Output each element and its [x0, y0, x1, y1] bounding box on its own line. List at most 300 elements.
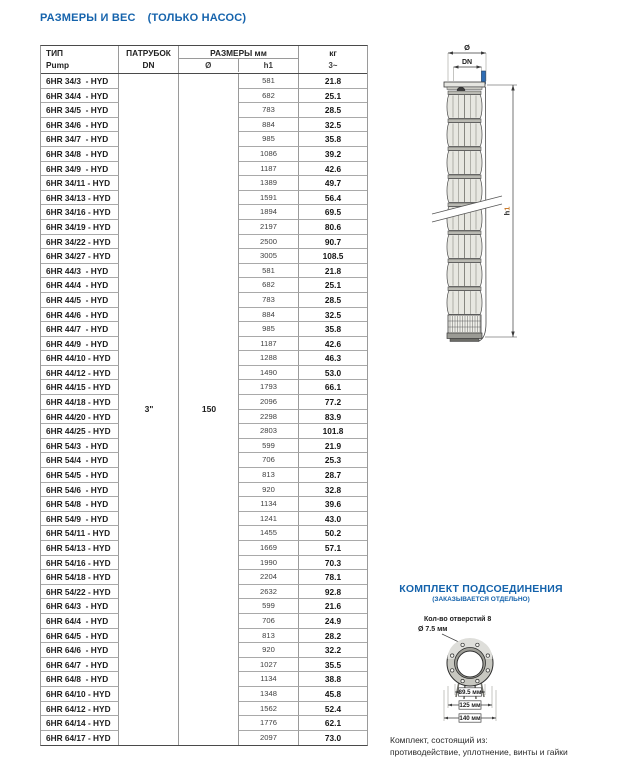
kg-value-cell: 35.8: [299, 322, 367, 337]
pump-dn-label: DN: [461, 59, 473, 66]
table-row: [41, 176, 367, 191]
table-row: [41, 439, 367, 454]
kg-value-cell: 32.2: [299, 643, 367, 658]
h1-value-cell: 599: [239, 599, 299, 614]
dn-spacer-cell: [119, 191, 179, 206]
pump-type-cell: 6HR 44/9 - HYD: [41, 337, 119, 352]
h1-value-cell: 2096: [239, 395, 299, 410]
h1-value-cell: 884: [239, 118, 299, 133]
h1-value-cell: 1086: [239, 147, 299, 162]
table-row: [41, 687, 367, 702]
h1-value-cell: 682: [239, 278, 299, 293]
pump-diameter-label: Ø: [464, 43, 470, 52]
dn-spacer-cell: [119, 147, 179, 162]
dn-spacer-cell: [119, 512, 179, 527]
header-type-ru: ТИП: [46, 48, 63, 58]
pump-type-cell: 6HR 44/10 - HYD: [41, 351, 119, 366]
h1-value-cell: 1455: [239, 526, 299, 541]
h1-value-cell: 1027: [239, 658, 299, 673]
pump-type-cell: 6HR 34/19 - HYD: [41, 220, 119, 235]
pump-type-cell: 6HR 34/16 - HYD: [41, 205, 119, 220]
diameter-spacer-cell: [179, 132, 239, 147]
kg-value-cell: 50.2: [299, 526, 367, 541]
pump-type-cell: 6HR 54/11 - HYD: [41, 526, 119, 541]
pump-dim-dn: [454, 59, 482, 81]
kg-value-cell: 69.5: [299, 205, 367, 220]
pump-type-cell: 6HR 44/5 - HYD: [41, 293, 119, 308]
header-dn-en: DN: [142, 60, 155, 70]
h1-value-cell: 581: [239, 74, 299, 89]
table-row: [41, 380, 367, 395]
diameter-spacer-cell: [179, 570, 239, 585]
pump-type-cell: 6HR 34/3 - HYD: [41, 74, 119, 89]
dn-spacer-cell: [119, 483, 179, 498]
kg-value-cell: 62.1: [299, 716, 367, 731]
table-row: [41, 162, 367, 177]
table-row: [41, 191, 367, 206]
kg-value-cell: 92.8: [299, 585, 367, 600]
h1-value-cell: 813: [239, 468, 299, 483]
h1-value-cell: 2097: [239, 731, 299, 746]
diameter-spacer-cell: [179, 89, 239, 104]
kg-value-cell: 28.5: [299, 103, 367, 118]
kg-value-cell: 80.6: [299, 220, 367, 235]
diameter-spacer-cell: [179, 162, 239, 177]
merged-dn-value: 3": [144, 404, 154, 414]
dn-spacer-cell: [119, 658, 179, 673]
kit-dim-bolt: [448, 701, 492, 709]
h1-value-cell: 1134: [239, 497, 299, 512]
dn-spacer-cell: [119, 526, 179, 541]
kg-value-cell: 49.7: [299, 176, 367, 191]
pump-type-cell: 6HR 34/9 - HYD: [41, 162, 119, 177]
table-row: [41, 351, 367, 366]
diameter-spacer-cell: [179, 512, 239, 527]
h1-value-cell: 1793: [239, 380, 299, 395]
diameter-spacer-cell: [179, 351, 239, 366]
kg-value-cell: 25.1: [299, 278, 367, 293]
diameter-spacer-cell: [179, 599, 239, 614]
dn-spacer-cell: [119, 731, 179, 746]
diameter-spacer-cell: [179, 483, 239, 498]
h1-value-cell: 581: [239, 264, 299, 279]
table-row: [41, 672, 367, 687]
table-row: [41, 235, 367, 250]
header-type-en: Pump: [46, 60, 70, 70]
diameter-spacer-cell: [179, 424, 239, 439]
dn-spacer-cell: [119, 672, 179, 687]
pump-type-cell: 6HR 44/6 - HYD: [41, 308, 119, 323]
h1-value-cell: 884: [239, 308, 299, 323]
table-row: [41, 205, 367, 220]
pump-type-cell: 6HR 44/12 - HYD: [41, 366, 119, 381]
table-row: [41, 337, 367, 352]
kg-value-cell: 32.5: [299, 118, 367, 133]
dimensions-table: [40, 45, 368, 746]
kg-value-cell: 43.0: [299, 512, 367, 527]
pump-type-cell: 6HR 64/14 - HYD: [41, 716, 119, 731]
pump-type-cell: 6HR 54/13 - HYD: [41, 541, 119, 556]
dn-spacer-cell: [119, 176, 179, 191]
pump-dim-h1: [485, 85, 517, 337]
dn-spacer-cell: [119, 103, 179, 118]
diameter-spacer-cell: [179, 264, 239, 279]
h1-value-cell: 1389: [239, 176, 299, 191]
table-row: [41, 643, 367, 658]
kit-dim-outer-label: 140 мм: [459, 715, 481, 723]
pump-type-cell: 6HR 44/7 - HYD: [41, 322, 119, 337]
diameter-spacer-cell: [179, 658, 239, 673]
pump-type-cell: 6HR 64/3 - HYD: [41, 599, 119, 614]
dn-spacer-cell: [119, 424, 179, 439]
dn-spacer-cell: [119, 541, 179, 556]
h1-value-cell: 1894: [239, 205, 299, 220]
dn-spacer-cell: [119, 497, 179, 512]
pump-base: [447, 333, 482, 342]
h1-value-cell: 2803: [239, 424, 299, 439]
diameter-spacer-cell: [179, 249, 239, 264]
kg-value-cell: 83.9: [299, 410, 367, 425]
dn-spacer-cell: [119, 293, 179, 308]
table-row: [41, 132, 367, 147]
dn-spacer-cell: [119, 351, 179, 366]
table-row: [41, 424, 367, 439]
kg-value-cell: 35.5: [299, 658, 367, 673]
table-row: [41, 599, 367, 614]
dn-spacer-cell: [119, 337, 179, 352]
diameter-spacer-cell: [179, 716, 239, 731]
h1-value-cell: 706: [239, 453, 299, 468]
table-row: [41, 453, 367, 468]
diameter-spacer-cell: [179, 278, 239, 293]
pump-type-cell: 6HR 34/27 - HYD: [41, 249, 119, 264]
dn-spacer-cell: [119, 439, 179, 454]
diameter-spacer-cell: [179, 337, 239, 352]
flange-ring: [447, 638, 493, 686]
page-title-sub: (ТОЛЬКО НАСОС): [147, 12, 247, 24]
diameter-spacer-cell: [179, 526, 239, 541]
kg-value-cell: 25.3: [299, 453, 367, 468]
dn-spacer-cell: [119, 264, 179, 279]
kg-value-cell: 73.0: [324, 732, 342, 743]
diameter-spacer-cell: [179, 147, 239, 162]
pump-type-cell: 6HR 64/17 - HYD: [41, 731, 119, 746]
pump-type-cell: 6HR 44/25 - HYD: [41, 424, 119, 439]
kg-value-cell: 66.1: [299, 380, 367, 395]
h1-value-cell: 985: [239, 322, 299, 337]
table-row: [41, 468, 367, 483]
dn-spacer-cell: [119, 322, 179, 337]
pump-type-cell: 6HR 44/20 - HYD: [41, 410, 119, 425]
diameter-spacer-cell: [179, 702, 239, 717]
table-row: [41, 702, 367, 717]
kg-value-cell: 32.8: [299, 483, 367, 498]
h1-value-cell: 1776: [239, 716, 299, 731]
h1-value-cell: 985: [239, 132, 299, 147]
diameter-spacer-cell: [179, 308, 239, 323]
kit-dim-inner-label: 89.5 мм: [458, 689, 482, 697]
h1-value-cell: 2500: [239, 235, 299, 250]
pump-type-cell: 6HR 64/12 - HYD: [41, 702, 119, 717]
pump-type-cell: 6HR 44/15 - HYD: [41, 380, 119, 395]
h1-value-cell: 2632: [239, 585, 299, 600]
kg-value-cell: 42.6: [299, 162, 367, 177]
diameter-spacer-cell: [179, 629, 239, 644]
dn-spacer-cell: [119, 220, 179, 235]
dn-spacer-cell: [119, 570, 179, 585]
kg-value-cell: 21.8: [299, 74, 367, 89]
table-row: [41, 556, 367, 571]
kit-dim-inner: [455, 688, 485, 696]
kg-value-cell: 46.3: [299, 351, 367, 366]
h1-value-cell: 783: [239, 103, 299, 118]
diameter-spacer-cell: [179, 585, 239, 600]
kg-value-cell: 21.6: [299, 599, 367, 614]
header-kg-phase: 3~: [328, 61, 338, 70]
table-row: [41, 220, 367, 235]
pump-type-cell: 6HR 34/8 - HYD: [41, 147, 119, 162]
h1-value-cell: 599: [239, 439, 299, 454]
h1-value-cell: 1990: [239, 556, 299, 571]
table-row: [41, 512, 367, 527]
header-col-kg: [299, 46, 367, 73]
kg-value-cell: 35.8: [299, 132, 367, 147]
diameter-spacer-cell: [179, 191, 239, 206]
merged-diameter-value: 150: [201, 404, 217, 414]
header-kg-ru: кг: [329, 48, 337, 58]
pump-drawing: [428, 38, 528, 348]
h1-value-cell: 706: [239, 614, 299, 629]
h1-value-cell: 1562: [239, 702, 299, 717]
diameter-spacer-cell: [179, 235, 239, 250]
dn-spacer-cell: [119, 205, 179, 220]
kg-value-cell: 56.4: [299, 191, 367, 206]
h1-value-cell: 1187: [239, 337, 299, 352]
kg-value-cell: 101.8: [299, 424, 367, 439]
dn-spacer-cell: [119, 453, 179, 468]
pump-type-cell: 6HR 54/16 - HYD: [41, 556, 119, 571]
table-row: [41, 614, 367, 629]
kit-note-line2: противодействие, уплотнение, винты и гайки: [390, 746, 568, 757]
dn-spacer-cell: [119, 629, 179, 644]
dn-spacer-cell: [119, 716, 179, 731]
diameter-spacer-cell: [179, 556, 239, 571]
pump-type-cell: 6HR 54/6 - HYD: [41, 483, 119, 498]
table-row: [41, 731, 367, 746]
diameter-spacer-cell: [179, 497, 239, 512]
diameter-spacer-cell: [179, 614, 239, 629]
diameter-spacer-cell: [179, 643, 239, 658]
page-title-main: РАЗМЕРЫ И ВЕС: [40, 12, 136, 24]
kit-note-line1: Комплект, состоящий из:: [390, 735, 488, 745]
kg-value-cell: 42.6: [299, 337, 367, 352]
h1-value-cell: 1134: [239, 672, 299, 687]
diameter-spacer-cell: [179, 541, 239, 556]
dn-spacer-cell: [119, 585, 179, 600]
h1-value-cell: 1490: [239, 366, 299, 381]
pump-type-cell: 6HR 44/3 - HYD: [41, 264, 119, 279]
kit-title: КОМПЛЕКТ ПОДСОЕДИНЕНИЯ: [399, 583, 563, 595]
table-row: [41, 293, 367, 308]
pump-type-cell: 6HR 64/4 - HYD: [41, 614, 119, 629]
pump-type-cell: 6HR 34/22 - HYD: [41, 235, 119, 250]
kit-subtitle: (ЗАКАЗЫВАЕТСЯ ОТДЕЛЬНО): [432, 596, 530, 603]
kg-value-cell: 77.2: [299, 395, 367, 410]
table-row: [41, 103, 367, 118]
h1-value-cell: 920: [239, 643, 299, 658]
dn-spacer-cell: [119, 89, 179, 104]
table-row: [41, 249, 367, 264]
dn-spacer-cell: [119, 702, 179, 717]
h1-value-cell: 1669: [239, 541, 299, 556]
kg-value-cell: 39.2: [299, 147, 367, 162]
pump-type-cell: 6HR 34/4 - HYD: [41, 89, 119, 104]
pump-type-cell: 6HR 64/5 - HYD: [41, 629, 119, 644]
kit-hole-diameter-label: Ø 7.5 мм: [418, 626, 448, 633]
pump-type-cell: 6HR 54/8 - HYD: [41, 497, 119, 512]
table-row: [41, 322, 367, 337]
kg-value-cell: 21.8: [299, 264, 367, 279]
dn-spacer-cell: [119, 118, 179, 133]
diameter-spacer-cell: [179, 220, 239, 235]
h1-value-cell: 1288: [239, 351, 299, 366]
diameter-spacer-cell: [179, 468, 239, 483]
pump-type-cell: 6HR 54/3 - HYD: [41, 439, 119, 454]
header-h1: h1: [263, 61, 273, 70]
dn-spacer-cell: [119, 132, 179, 147]
pump-h1-label: h1: [502, 206, 512, 216]
kit-header: [385, 583, 577, 603]
h1-value-cell: 813: [239, 629, 299, 644]
kg-value-cell: 70.3: [299, 556, 367, 571]
dn-spacer-cell: [119, 380, 179, 395]
table-row: [41, 585, 367, 600]
kg-value-cell: 57.1: [299, 541, 367, 556]
kit-holes-label: Кол-во отверстий 8: [424, 616, 492, 623]
diameter-spacer-cell: [179, 687, 239, 702]
header-col-type: [41, 46, 119, 73]
h1-value-cell: 783: [239, 293, 299, 308]
diameter-spacer-cell: [179, 380, 239, 395]
diameter-spacer-cell: [179, 672, 239, 687]
pump-type-cell: 6HR 54/5 - HYD: [41, 468, 119, 483]
pump-type-cell: 6HR 64/7 - HYD: [41, 658, 119, 673]
pump-type-cell: 6HR 34/6 - HYD: [41, 118, 119, 133]
table-row: [41, 570, 367, 585]
header-col-dn: [119, 46, 179, 73]
page-title: [40, 12, 246, 24]
diameter-spacer-cell: [179, 366, 239, 381]
dn-spacer-cell: [119, 556, 179, 571]
table-row: [41, 658, 367, 673]
pump-type-cell: 6HR 34/13 - HYD: [41, 191, 119, 206]
h1-value-cell: 920: [239, 483, 299, 498]
table-row: [41, 629, 367, 644]
dn-spacer-cell: [119, 599, 179, 614]
h1-value-cell: 1591: [239, 191, 299, 206]
diameter-spacer-cell: [179, 293, 239, 308]
pump-type-cell: 6HR 54/4 - HYD: [41, 453, 119, 468]
kg-value-cell: 24.9: [299, 614, 367, 629]
kg-value-cell: 32.5: [299, 308, 367, 323]
table-row: [41, 308, 367, 323]
pump-type-cell: 6HR 34/7 - HYD: [41, 132, 119, 147]
kg-value-cell: 28.5: [299, 293, 367, 308]
header-col-dimensions: [179, 46, 299, 73]
pump-type-cell: 6HR 54/22 - HYD: [41, 585, 119, 600]
table-row: [41, 366, 367, 381]
table-row: [41, 526, 367, 541]
pump-type-cell: 6HR 34/11 - HYD: [41, 176, 119, 191]
table-row: [41, 147, 367, 162]
table-row: [41, 541, 367, 556]
table-row: [41, 264, 367, 279]
h1-value-cell: 2204: [239, 570, 299, 585]
header-dims-ru: РАЗМЕРЫ мм: [179, 46, 298, 59]
kg-value-cell: 39.6: [299, 497, 367, 512]
dn-spacer-cell: [119, 249, 179, 264]
kg-value-cell: 108.5: [299, 249, 367, 264]
diameter-spacer-cell: [179, 103, 239, 118]
header-dn-ru: ПАТРУБОК: [126, 48, 171, 58]
dn-spacer-cell: [119, 614, 179, 629]
table-row: [41, 278, 367, 293]
dn-spacer-cell: [119, 643, 179, 658]
diameter-spacer-cell: [179, 439, 239, 454]
pump-type-cell: 6HR 64/6 - HYD: [41, 643, 119, 658]
pump-type-cell: 6HR 44/4 - HYD: [41, 278, 119, 293]
diameter-spacer-cell: [179, 322, 239, 337]
pump-type-cell: 6HR 44/18 - HYD: [41, 395, 119, 410]
pump-type-cell: 6HR 64/8 - HYD: [41, 672, 119, 687]
kg-value-cell: 28.2: [299, 629, 367, 644]
pump-type-cell: 6HR 64/10 - HYD: [41, 687, 119, 702]
h1-value-cell: 3005: [239, 249, 299, 264]
diameter-spacer-cell: [179, 118, 239, 133]
kg-value-cell: 78.1: [299, 570, 367, 585]
diameter-spacer-cell: [179, 176, 239, 191]
table-row: [41, 74, 367, 89]
table-row: [41, 483, 367, 498]
kg-value-cell: 53.0: [299, 366, 367, 381]
h1-value-cell: 2298: [239, 410, 299, 425]
dn-spacer-cell: [119, 162, 179, 177]
diameter-spacer-cell: [179, 205, 239, 220]
kg-value-cell: 25.1: [299, 89, 367, 104]
dn-spacer-cell: [119, 74, 179, 89]
h1-value-cell: 1348: [239, 687, 299, 702]
kg-value-cell: 45.8: [299, 687, 367, 702]
kit-dim-outer: [444, 714, 496, 722]
table-row: [41, 89, 367, 104]
kg-value-cell: 21.9: [299, 439, 367, 454]
diameter-spacer-cell: [179, 74, 239, 89]
kg-value-cell: 28.7: [299, 468, 367, 483]
h1-value-cell: 682: [239, 89, 299, 104]
dn-spacer-cell: [119, 235, 179, 250]
dn-spacer-cell: [119, 308, 179, 323]
h1-value-cell: 1241: [239, 512, 299, 527]
h1-value-cell: 1187: [239, 162, 299, 177]
table-row: [41, 497, 367, 512]
flange-drawing: [415, 612, 535, 727]
kit-dim-bolt-label: 125 мм: [459, 702, 481, 710]
pump-type-cell: 6HR 34/5 - HYD: [41, 103, 119, 118]
table-header: [41, 46, 367, 74]
pump-type-cell: 6HR 54/18 - HYD: [41, 570, 119, 585]
dn-spacer-cell: [119, 278, 179, 293]
pump-type-cell: 6HR 54/9 - HYD: [41, 512, 119, 527]
